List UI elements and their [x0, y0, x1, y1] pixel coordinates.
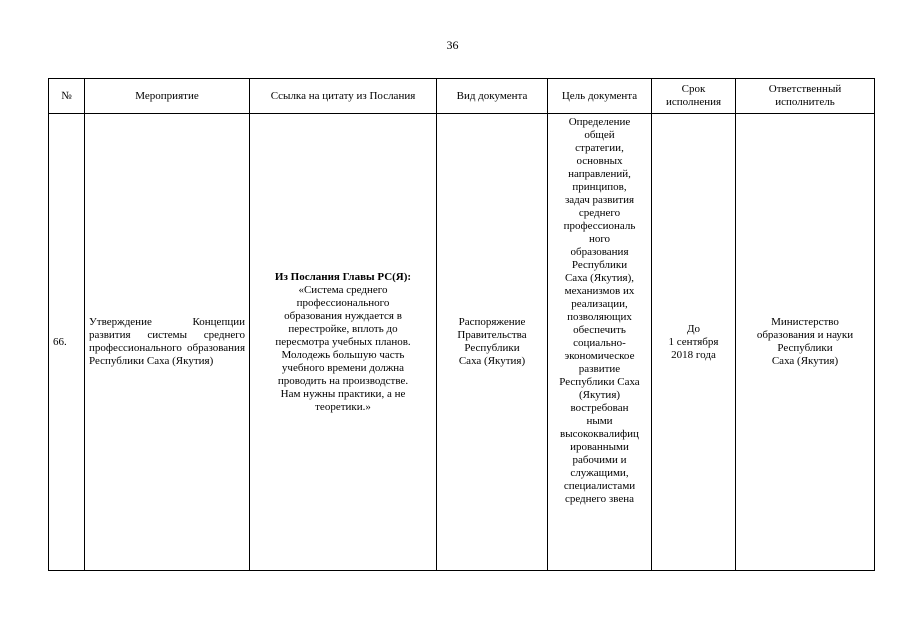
header-doc-type: Вид документа	[437, 79, 548, 114]
header-event: Мероприятие	[85, 79, 250, 114]
cell-num: 66.	[49, 114, 85, 571]
header-quote: Ссылка на цитату из Послания	[250, 79, 437, 114]
cell-deadline: До 1 сентября 2018 года	[652, 114, 736, 571]
table-row	[49, 114, 875, 571]
header-deadline: Срок исполнения	[652, 79, 736, 114]
cell-goal: Определение общей стратегии, основных направлений, принципов, задач развития среднего профессиональ ного образования Республики Саха (Якутия), механизмов их реализации, позволяющих обеспечить социально- экономическое развитие Республики Саха (Якутия) востребован ными высококвалифиц ированными рабочими и служащими, специалистами среднего звена	[548, 114, 652, 571]
header-responsible: Ответственный исполнитель	[736, 79, 875, 114]
cell-responsible: Министерство образования и науки Республики Саха (Якутия)	[736, 114, 875, 571]
page-number: 36	[446, 38, 459, 52]
header-goal: Цель документа	[548, 79, 652, 114]
quote-body: «Система среднего профессионального образования нуждается в перестройке, вплоть до пересмотра учебных планов. Молодежь большую часть учебного времени должна проводить на производстве. Нам нужны практики, а не теоретики.»	[275, 283, 411, 413]
measures-table	[48, 78, 875, 571]
cell-doc-type: Распоряжение Правительства Республики Саха (Якутия)	[437, 114, 548, 571]
cell-event: Утверждение Концепции развития системы среднего профессионального образования Республики Саха (Якутия)	[85, 114, 250, 571]
header-num: №	[49, 79, 85, 114]
cell-quote	[250, 114, 437, 571]
quote-title: Из Послания Главы РС(Я):	[274, 270, 412, 283]
table-header-row	[49, 79, 875, 114]
